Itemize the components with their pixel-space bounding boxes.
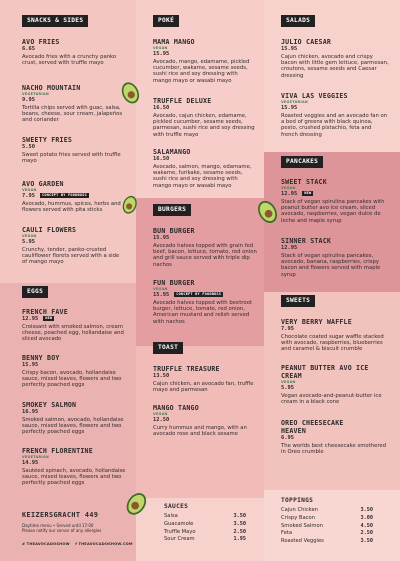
topping-price: 3.50 [360, 507, 373, 513]
item-diet-label: VEGAN [281, 186, 296, 190]
item-diet-label: VEGETARIAN [281, 100, 309, 104]
menu-item [22, 308, 126, 343]
menu-item [22, 136, 126, 164]
item-price: 15.95 [153, 51, 170, 57]
menu-item [22, 84, 126, 124]
new-badge: NEW [45, 316, 53, 320]
restaurant-address: KEIZERSGRACHT 449 [22, 511, 99, 519]
item-description: Tortilla chips served with guac, salsa, beans, cheese, sour cream, jalapeños and coriander [22, 105, 123, 124]
item-title: VERY BERRY WAFFLE [281, 318, 352, 326]
topping-price: 3.00 [360, 514, 373, 521]
item-price: 12.95 [22, 316, 39, 322]
item-title: AVO FRIES [22, 38, 60, 46]
section-header-poke: POKÉ [153, 15, 179, 27]
topping-price: 4.50 [360, 522, 373, 529]
menu-item [281, 419, 391, 455]
table-row [281, 507, 373, 515]
item-diet-label: VEGAN [153, 287, 168, 291]
item-description: Stack of vegan spirulina pancakes with peanut butter avo ice cream, sliced avocado, raspberries, vegan dulce de leche and maple syrup [281, 199, 385, 224]
item-title: SWEET STACK [281, 178, 327, 186]
topping-name: Cajun Chicken [281, 507, 318, 513]
menu-item [281, 92, 389, 138]
item-diet-label: VEGAN [281, 380, 296, 384]
sauce-name: Salsa [164, 513, 178, 519]
item-price: 6.95 [281, 435, 294, 441]
item-price: 15.95 [281, 46, 298, 52]
menu-item [153, 365, 257, 393]
item-description: Cajun chicken, avocado and crispy bacon with little gem lettuce, parmesan, croutons, sesame seeds and Caesar dressing [281, 54, 389, 79]
section-header-salads: SALADS [281, 15, 315, 27]
social-links [22, 542, 133, 546]
item-description: Avocado halves topped with grain fed beef, bacon, lettuce, tomato, red onion and grill sauce served with triple dip nachos [153, 243, 257, 268]
website-link[interactable]: THEAVOCADOSHOW.COM [78, 542, 133, 546]
new-badge: NEW [304, 191, 312, 195]
item-title: TRUFFLE DELUXE [153, 97, 212, 105]
sauce-price: 2.50 [233, 528, 246, 535]
topping-name: Feta [281, 530, 293, 537]
sauce-name: Truffle Mayo [164, 528, 196, 535]
item-price: 12.95 [281, 191, 298, 197]
item-title: TRUFFLE TREASURE [153, 365, 220, 373]
item-description: Chocolate coated sugar waffle stacked with avocado, raspberries, blueberries and caramel & biscuit crumble [281, 334, 384, 353]
section-header-snacks: SNACKS & SIDES [22, 15, 88, 27]
item-price: 15.95 [22, 362, 39, 368]
menu-item [281, 318, 391, 353]
table-row [164, 529, 246, 537]
section-header-eggs: EGGS [22, 286, 48, 298]
sauce-price: 3.50 [233, 513, 246, 519]
item-diet-label: VEGETARIAN [22, 455, 50, 459]
item-title: CAULI FLOWERS [22, 226, 77, 234]
item-description: Avocado, cajun chicken, edamame, pickled cucumber, sesame seeds, parmesan, sushi rice and soy dressing with truffle mayo [153, 113, 255, 138]
topping-price: 2.50 [360, 530, 373, 537]
item-price: 7.95 [22, 193, 35, 199]
topping-name: Crispy Bacon [281, 514, 315, 521]
menu-item [281, 237, 391, 278]
item-title: AVO GARDEN [22, 180, 64, 188]
item-title: BENNY BOY [22, 354, 60, 362]
item-price: 9.95 [22, 97, 35, 103]
item-title: VIVA LAS VEGGIES [281, 92, 348, 100]
sauce-price: 1.95 [233, 536, 246, 543]
menu-item [22, 226, 126, 266]
menu-item [153, 404, 257, 437]
item-price: 16.50 [153, 156, 170, 162]
topping-name: Smoked Salmon [281, 522, 323, 529]
item-price: 5.50 [22, 144, 35, 150]
menu-item [281, 38, 389, 79]
sauces-heading: SAUCES [164, 503, 189, 510]
section-header-burgers: BURGERS [153, 204, 191, 216]
toppings-heading: TOPPINGS [281, 497, 314, 504]
item-description: Avocado, hummus, spices, herbs and flowers served with pita sticks [22, 201, 121, 214]
menu-item [22, 447, 132, 487]
item-description: Crunchy, tender, panko-crusted cauliflower florets served with a side of mango mayo [22, 247, 120, 266]
section-header-sweets: SWEETS [281, 295, 315, 307]
section-header-pancakes: PANCAKES [281, 156, 323, 168]
item-title: PEANUT BUTTER AVO ICE CREAM [281, 364, 369, 380]
item-price: 15.95 [153, 292, 170, 298]
allergy-note: Please notify our server of any allergies [22, 528, 102, 534]
menu-item [22, 38, 126, 66]
menu-item [281, 364, 391, 405]
table-row [281, 538, 373, 546]
item-description: Avocado fries with a crunchy panko crust, served with truffle mayo [22, 54, 117, 67]
item-title: JULIO CAESAR [281, 38, 332, 46]
item-diet-label: VEGETARIAN [22, 92, 50, 96]
item-description: Vegan avocado-and-peanut-butter ice cream in a black cone [281, 393, 382, 406]
right-column [264, 0, 400, 561]
topping-price: 3.50 [360, 538, 373, 545]
item-description: Sweet potato fries served with truffle mayo [22, 152, 121, 165]
item-description: Cajun chicken, an avocado fan, truffle mayo and parmesan [153, 381, 254, 394]
table-row [281, 515, 373, 523]
item-title: SINNER STACK [281, 237, 332, 245]
menu-item [22, 180, 130, 213]
table-row [164, 521, 246, 529]
item-price: 14.95 [22, 460, 39, 466]
sauce-name: Guacamole [164, 520, 194, 527]
item-title: SMOKEY SALMON [22, 401, 77, 409]
item-title: SALAMANGO [153, 148, 191, 156]
item-description: Avocado halves topped with beetroot burger, lettuce, tomato, red onion, American mustard and relish served with nachos [153, 300, 252, 325]
instagram-icon: # [22, 542, 26, 546]
item-diet-label: VEGAN [22, 234, 37, 238]
item-title: BUN BURGER [153, 227, 195, 235]
menu-item [22, 354, 126, 389]
middle-column [136, 0, 264, 561]
menu-item [281, 178, 391, 224]
item-description: Avocado, salmon, mango, edamame, wakame, furikake, sesame seeds, sushi rice and soy dressing with mango mayo or wasabi mayo [153, 164, 252, 189]
item-description: Avocado, mango, edamame, pickled cucumber, wakame, sesame seeds, sushi rice and soy dressing with mango mayo or wasabi mayo [153, 59, 250, 84]
item-price: 5.95 [281, 385, 294, 391]
item-price: 12.95 [281, 245, 298, 251]
table-row [164, 513, 246, 521]
sauces-table [164, 513, 246, 544]
menu-item [153, 97, 257, 138]
table-row [281, 530, 373, 538]
item-title: SWEETY FRIES [22, 136, 73, 144]
item-price: 6.65 [22, 46, 35, 52]
menu-item [153, 38, 257, 84]
item-price: 15.95 [281, 105, 298, 111]
concept-badge: CONCEPT BY FOODBOSS [41, 193, 87, 197]
menu-item [153, 148, 257, 189]
item-price: 5.95 [22, 239, 35, 245]
item-description: Crispy bacon, avocado, hollandaise sauce, mixed leaves, flowers and two perfectly poached eggs [22, 370, 122, 389]
item-description: Roasted veggies and an avocado fan on a bed of greens with black quinoa, pesto, crushed pistachio, feta and french dressing [281, 113, 388, 138]
item-title: MANGO TANGO [153, 404, 199, 412]
concept-badge: CONCEPT BY FOODBOSS [176, 292, 222, 296]
topping-name: Roasted Veggies [281, 538, 324, 545]
item-price: 7.95 [281, 326, 294, 332]
menu-item [153, 279, 261, 325]
item-title: FUN BURGER [153, 279, 195, 287]
item-description: Curry hummus and mango, with an avocado rose and black sesame [153, 425, 247, 438]
sauce-price: 3.50 [233, 520, 246, 527]
item-title: NACHO MOUNTAIN [22, 84, 81, 92]
item-price: 16.50 [153, 105, 170, 111]
instagram-handle[interactable]: THEAVOCADOSHOW [26, 542, 70, 546]
item-description: Sautéed spinach, avocado, hollandaise sauce, mixed leaves, flowers and two perfectly poached eggs [22, 468, 126, 487]
item-description: Croissant with smoked salmon, cream cheese, poached egg, hollandaise and sliced avocado [22, 324, 124, 343]
facebook-icon: f [75, 542, 77, 546]
menu-item [22, 401, 126, 436]
item-title: FRENCH FLORENTINE [22, 447, 93, 455]
item-price: 12.50 [153, 417, 170, 423]
serving-hours: Daytime menu • Served until 17:00 [22, 523, 94, 528]
item-diet-label: VEGAN [22, 188, 37, 192]
item-price: 16.95 [22, 409, 39, 415]
item-title: OREO CHEESECAKE HEAVEN [281, 419, 344, 435]
item-price: 13.50 [153, 373, 170, 379]
item-title: FRENCH FAVE [22, 308, 68, 316]
table-row [164, 536, 246, 544]
item-description: Smoked salmon, avocado, hollandaise sauce, mixed leaves, flowers and two perfectly poached eggs [22, 417, 124, 436]
item-title: MAMA MANGO [153, 38, 195, 46]
menu-item [153, 227, 257, 268]
item-price: 15.95 [153, 235, 170, 241]
footer-note [22, 523, 132, 533]
item-diet-label: VEGAN [153, 46, 168, 50]
table-row [281, 523, 373, 531]
toppings-table [281, 507, 373, 546]
item-description: The worlds best cheesecake smothered in Oreo crumble [281, 443, 387, 456]
section-header-toast: TOAST [153, 342, 183, 354]
left-column [0, 0, 136, 561]
sauce-name: Sour Cream [164, 536, 195, 543]
item-diet-label: VEGAN [153, 412, 168, 416]
item-description: Stack of vegan spirulina pancakes, avocado, banana, raspberries, crispy bacon and flowers served with maple syrup [281, 253, 381, 278]
